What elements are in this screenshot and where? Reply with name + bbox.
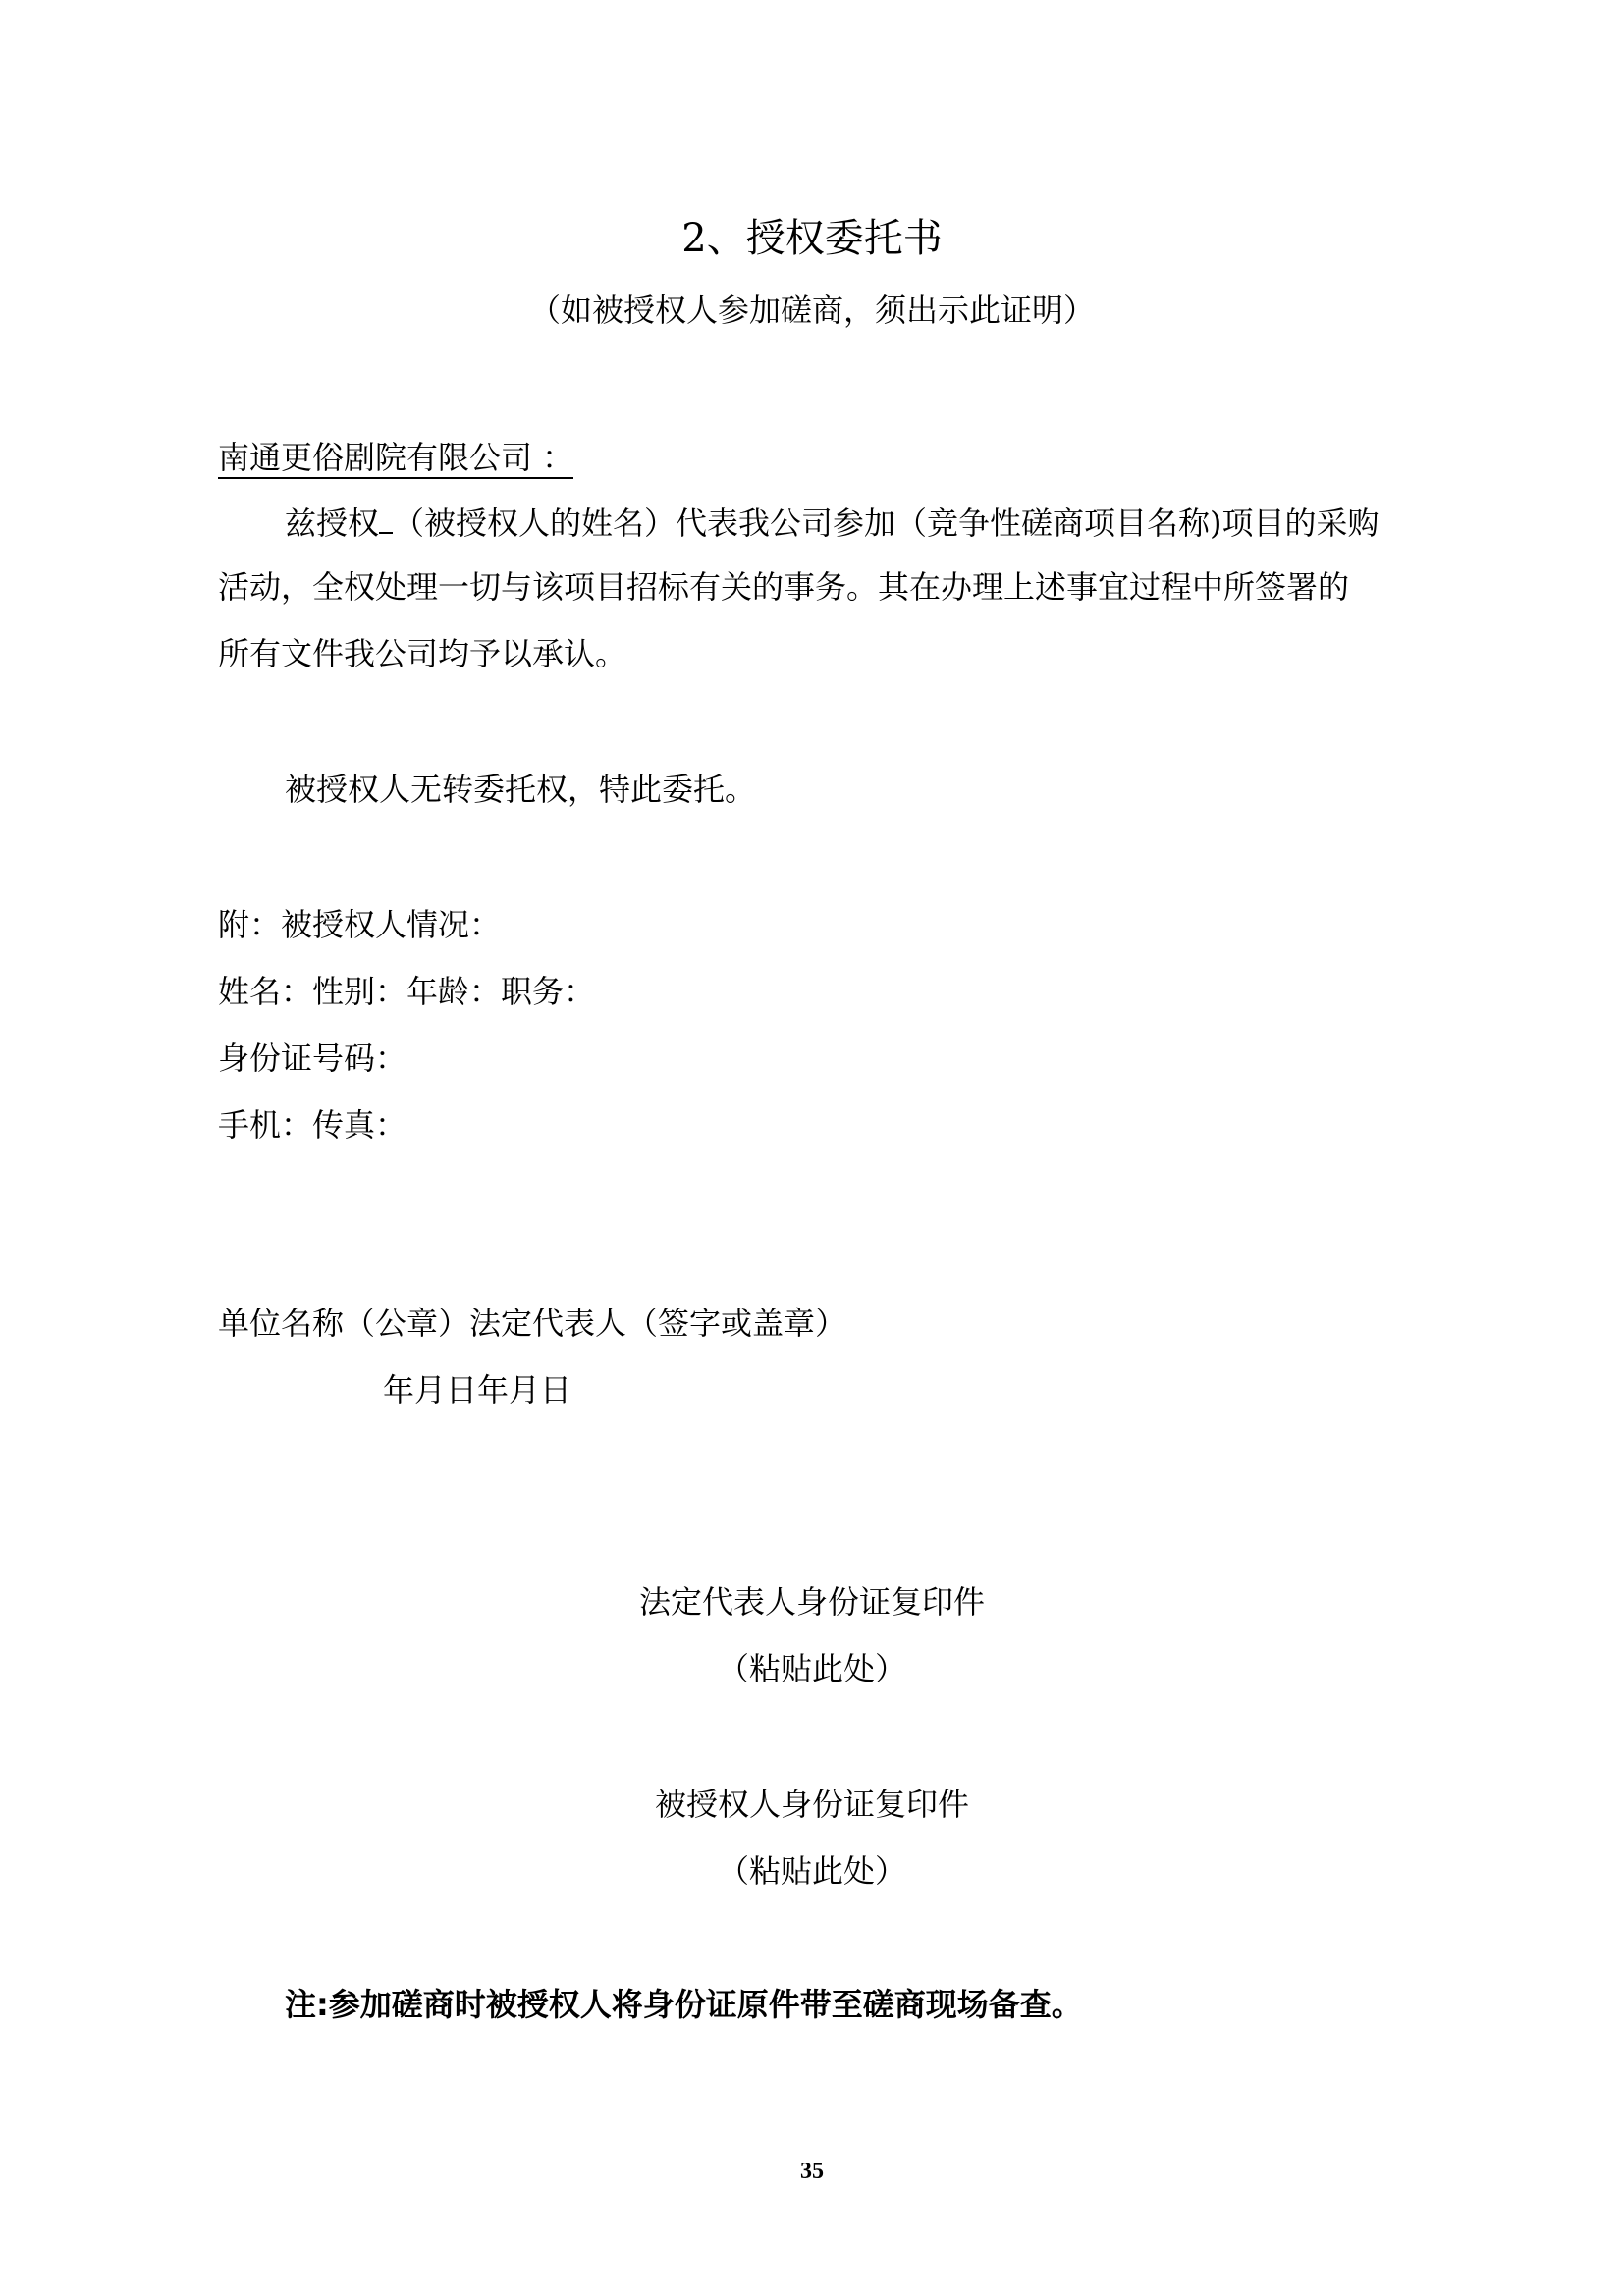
authorization-paragraph-line-2: 活动，全权处理一切与该项目招标有关的事务。其在办理上述事宜过程中所签署的: [218, 568, 1350, 606]
signature-unit-row: 单位名称（公章）法定代表人（签字或盖章）: [218, 1305, 847, 1342]
no-transfer-statement: 被授权人无转委托权，特此委托。: [285, 771, 757, 808]
agent-id-copy-label: 被授权人身份证复印件: [654, 1786, 969, 1823]
page-number: 35: [800, 2159, 824, 2184]
signature-date-row: 年月日年月日: [383, 1371, 572, 1409]
legal-rep-id-copy-label: 法定代表人身份证复印件: [638, 1583, 985, 1621]
addressee: [218, 438, 573, 477]
name-blank: [379, 503, 393, 534]
page-title: 2、授权委托书: [681, 216, 943, 261]
subtitle: （如被授权人参加磋商，须出示此证明）: [528, 292, 1095, 329]
authorization-prefix: 兹授权: [285, 505, 380, 542]
authorization-paragraph-line-3: 所有文件我公司均予以承认。: [218, 635, 627, 672]
addressee-text: 南通更俗剧院有限公司 ：: [218, 439, 573, 479]
attachment-heading: 附：被授权人情况：: [218, 906, 502, 943]
agent-info-phone-row: 手机：传真：: [218, 1106, 407, 1144]
agent-paste-label: （粘贴此处）: [717, 1852, 906, 1890]
legal-rep-paste-label: （粘贴此处）: [717, 1650, 906, 1687]
authorization-line-1-text: （被授权人的姓名）代表我公司参加（竞争性磋商项目名称)项目的采购: [393, 505, 1380, 542]
agent-info-name-row: 姓名：性别：年龄：职务：: [218, 973, 596, 1010]
footnote: 注:参加磋商时被授权人将身份证原件带至磋商现场备查。: [285, 1986, 1083, 2023]
agent-info-id-row: 身份证号码：: [218, 1040, 407, 1077]
authorization-paragraph-line-1: [285, 503, 1380, 543]
